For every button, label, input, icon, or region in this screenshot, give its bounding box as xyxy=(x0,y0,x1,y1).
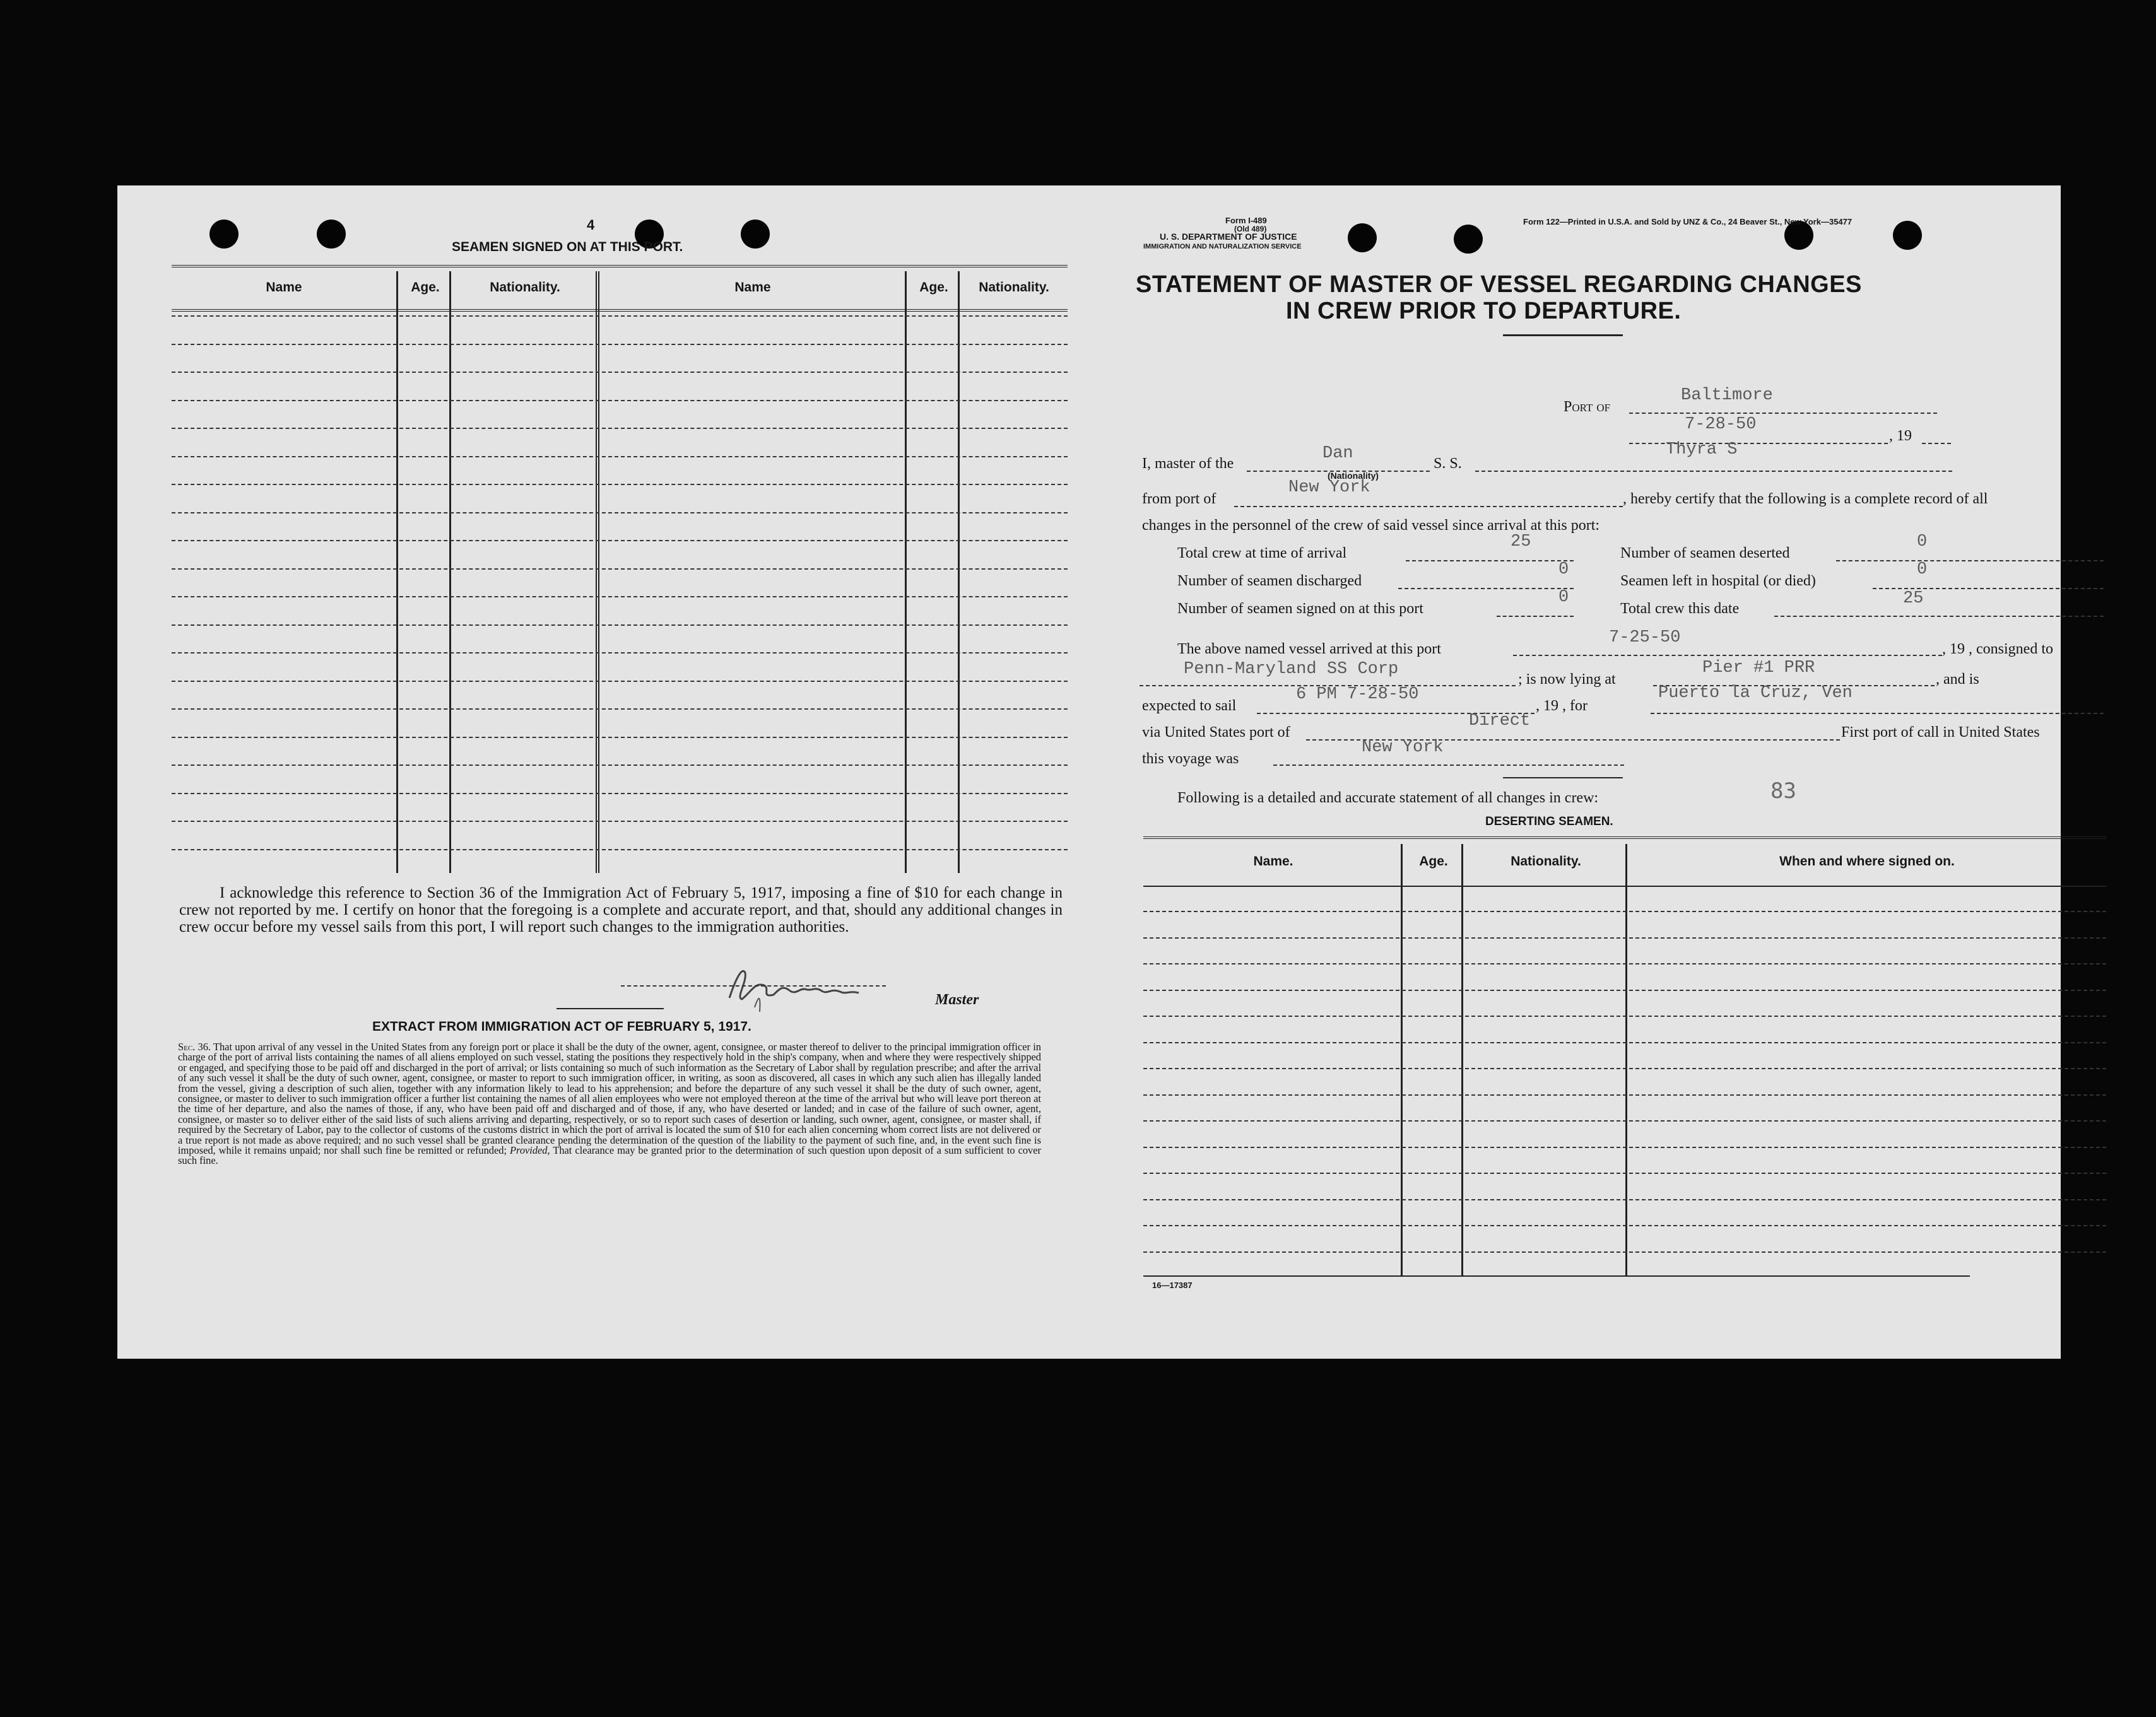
table-row xyxy=(1143,990,2106,991)
column-header: Name xyxy=(266,280,302,295)
master-label: Master xyxy=(935,992,979,1008)
table-row xyxy=(172,849,1068,850)
signature-short-rule xyxy=(557,1008,664,1009)
total-crew-arrival-line xyxy=(1406,560,1574,561)
signed-on-line xyxy=(1497,616,1574,617)
column-divider xyxy=(396,271,398,873)
table-row xyxy=(172,708,1068,710)
column-divider xyxy=(1461,844,1463,1275)
statement-title-1: STATEMENT OF MASTER OF VESSEL REGARDING CHANGES xyxy=(1136,271,1862,298)
deserting-top-rule xyxy=(1143,836,2106,839)
column-header: Age. xyxy=(1419,854,1448,869)
service-name: IMMIGRATION AND NATURALIZATION SERVICE xyxy=(1143,243,1302,250)
column-header: Age. xyxy=(411,280,440,295)
punch-hole xyxy=(1893,221,1922,250)
statement-title-2: IN CREW PRIOR TO DEPARTURE. xyxy=(1286,298,1682,324)
from-port-value: New York xyxy=(1288,478,1370,497)
ss-label: S. S. xyxy=(1434,455,1462,472)
printer-info: Form 122—Printed in U.S.A. and Sold by UNZ & Co., 24 Beaver St., New York—35477 xyxy=(1523,217,1853,226)
master-signature-line xyxy=(621,985,886,987)
form-sheet xyxy=(117,185,2061,1359)
date-year: , 19 xyxy=(1889,428,1912,444)
table-row xyxy=(172,456,1068,457)
lying-label: ; is now lying at xyxy=(1518,671,1616,688)
column-header: When and where signed on. xyxy=(1779,854,1955,869)
table-row xyxy=(172,765,1068,766)
discharged-line xyxy=(1398,588,1574,589)
table-row xyxy=(172,400,1068,401)
punch-hole xyxy=(1454,225,1483,254)
from-port-label: from port of xyxy=(1142,491,1216,507)
table-row xyxy=(1143,1199,2106,1200)
ship-name: Thyra S xyxy=(1666,440,1738,459)
certify-text: , hereby certify that the following is a complete record of all xyxy=(1623,491,1988,507)
table-row xyxy=(1143,1094,2106,1096)
voyage-rule xyxy=(1503,777,1623,778)
via-value: Direct xyxy=(1469,712,1531,730)
deserting-title: DESERTING SEAMEN. xyxy=(1485,815,1613,828)
total-crew-date-label: Total crew this date xyxy=(1620,601,1740,617)
voyage-value: New York xyxy=(1362,738,1444,757)
form-id: Form I-489 xyxy=(1225,216,1267,225)
consignee-value: Penn-Maryland SS Corp xyxy=(1184,660,1399,679)
table-row xyxy=(172,652,1068,653)
table-row xyxy=(172,568,1068,570)
table-row xyxy=(172,821,1068,822)
extract-text xyxy=(178,1042,1041,1166)
table-row xyxy=(1143,937,2106,939)
left-section-title: SEAMEN SIGNED ON AT THIS PORT. xyxy=(452,240,683,254)
table-row xyxy=(172,484,1068,485)
from-port-line xyxy=(1234,506,1623,507)
column-divider xyxy=(905,271,907,873)
column-divider xyxy=(596,271,599,873)
ship-line xyxy=(1475,471,1952,472)
consigned-label: , 19 , consigned to xyxy=(1942,641,2053,657)
port-of-value: Baltimore xyxy=(1681,386,1773,405)
column-header: Age. xyxy=(919,280,948,295)
column-divider xyxy=(449,271,451,873)
voyage-line xyxy=(1273,765,1624,766)
deserted-line xyxy=(1836,560,2104,561)
column-header: Name xyxy=(734,280,771,295)
page-number: 4 xyxy=(587,217,595,233)
column-header: Nationality. xyxy=(979,280,1049,295)
deserting-header-rule xyxy=(1143,886,2106,887)
changes-text: changes in the personnel of the crew of said vessel since arrival at this port: xyxy=(1142,517,1600,534)
discharged-label: Number of seamen discharged xyxy=(1177,573,1362,589)
date-value: 7-28-50 xyxy=(1685,415,1757,434)
signed-on-value: 0 xyxy=(1558,588,1569,607)
arrived-label: The above named vessel arrived at this port xyxy=(1177,641,1441,657)
table-row xyxy=(172,793,1068,794)
following-text: Following is a detailed and accurate statement of all changes in crew: xyxy=(1177,790,1599,806)
stamp-number: 83 xyxy=(1770,778,1796,804)
deserted-label: Number of seamen deserted xyxy=(1620,545,1790,561)
table-row xyxy=(1143,1016,2106,1017)
total-crew-date-line xyxy=(1774,616,2104,617)
and-is-label: , and is xyxy=(1936,671,1979,688)
table-row xyxy=(172,624,1068,626)
department-name: U. S. DEPARTMENT OF JUSTICE xyxy=(1160,231,1297,242)
via-label: via United States port of xyxy=(1142,724,1290,741)
table-row xyxy=(1143,1225,2106,1226)
table-row xyxy=(172,315,1068,317)
total-crew-arrival-value: 25 xyxy=(1511,532,1531,551)
extract-end: That clearance may be granted prior to the determination of such question upon deposit of a sum sufficient to cover such fine. xyxy=(178,1144,1041,1167)
left-header-rule xyxy=(172,309,1068,312)
table-row xyxy=(1143,1147,2106,1148)
year-line xyxy=(1922,443,1951,444)
voyage-label: this voyage was xyxy=(1142,751,1239,767)
first-port-label: First port of call in United States xyxy=(1841,724,2040,741)
left-table-rule xyxy=(172,265,1068,267)
expected-value: 6 PM 7-28-50 xyxy=(1296,685,1419,704)
table-row xyxy=(1143,963,2106,964)
hospital-value: 0 xyxy=(1917,560,1928,579)
table-row xyxy=(172,428,1068,429)
master-of-label: I, master of the xyxy=(1142,455,1234,472)
table-row xyxy=(172,596,1068,597)
table-row xyxy=(1143,1251,2106,1253)
extract-sec-label: Sec. 36. xyxy=(178,1041,211,1053)
signed-on-label: Number of seamen signed on at this port xyxy=(1177,601,1423,617)
port-of-label: Port of xyxy=(1564,399,1611,415)
column-divider xyxy=(1401,844,1403,1275)
table-row xyxy=(172,512,1068,513)
table-row xyxy=(172,681,1068,682)
acknowledgment-text: I acknowledge this reference to Section 36 of the Immigration Act of February 5, 1917, imposing a fine of $10 for each change in crew not reported by me. I certify on honor that the foregoing is a complete and accurate report, and that, should any additional changes in crew occur before my vessel sails from this port, I will report such changes to the immigration authorities. xyxy=(179,884,1063,935)
arrived-value: 7-25-50 xyxy=(1609,628,1681,647)
punch-hole xyxy=(317,220,346,249)
table-row xyxy=(1143,1173,2106,1174)
for-line xyxy=(1651,713,2104,714)
table-row xyxy=(172,372,1068,373)
table-row xyxy=(172,737,1068,738)
table-row xyxy=(1143,1068,2106,1069)
column-header: Nationality. xyxy=(490,280,560,295)
discharged-value: 0 xyxy=(1558,560,1569,579)
total-crew-arrival-label: Total crew at time of arrival xyxy=(1177,545,1347,561)
table-row xyxy=(1143,1120,2106,1122)
punch-hole xyxy=(1348,223,1377,252)
port-of-line xyxy=(1629,413,1937,414)
expected-label: expected to sail xyxy=(1142,698,1237,714)
hospital-label: Seamen left in hospital (or died) xyxy=(1620,573,1816,589)
column-divider xyxy=(1625,844,1627,1275)
table-row xyxy=(172,344,1068,345)
punch-hole xyxy=(741,220,770,249)
column-header: Nationality. xyxy=(1511,854,1581,869)
extract-title: EXTRACT FROM IMMIGRATION ACT OF FEBRUARY 5, 1917. xyxy=(372,1019,751,1034)
title-underline xyxy=(1503,334,1623,336)
for-value: Puerto la Cruz, Ven xyxy=(1658,684,1853,703)
nationality-caption: (Nationality) xyxy=(1328,471,1379,481)
nationality-value: Dan xyxy=(1322,444,1353,463)
deserted-value: 0 xyxy=(1917,532,1928,551)
punch-hole xyxy=(209,220,239,249)
extract-provided: Provided, xyxy=(510,1144,550,1157)
lying-value: Pier #1 PRR xyxy=(1702,659,1815,677)
table-row xyxy=(1143,911,2106,912)
for-label: , 19 , for xyxy=(1536,698,1588,714)
form-old: (Old 489) xyxy=(1234,225,1267,233)
total-crew-date-value: 25 xyxy=(1903,589,1924,608)
deserting-bottom-rule xyxy=(1143,1275,1970,1277)
footer-code: 16—17387 xyxy=(1152,1280,1193,1290)
column-divider xyxy=(958,271,960,873)
column-header: Name. xyxy=(1253,854,1293,869)
table-row xyxy=(1143,1042,2106,1043)
extract-body: That upon arrival of any vessel in the United States from any foreign port or place it shall be the duty of the owner, agent, consignee, or master thereof to deliver to the principal immigration officer in charge of the port of arrival lists containing the names of all aliens employed on such vessel, stating the positions they respectively hold in the ship's company, when and where they were respectively shipped or engaged, and specifying those to be paid off and discharged in the port of arrival; or lists containing so much of such information as the Secretary of Labor shall by regulation prescribe; and after the arrival of any such vessel it shall be the duty of such owner, agent, consignee, or master to report to such immigration officer, in writing, as soon as discovered, all cases in which any such alien has illegally landed from the vessel, giving a description of such alien, together with any information likely to lead to his apprehension; and before the departure of any such vessel it shall be the duty of such owner, agent, consignee, or master to deliver to such immigration officer a further list containing the names of all alien employees who were not employed thereon at the time of the arrival but who will leave port thereon at the time of her departure, and also the names of those, if any, who have been paid off and discharged and of those, if any, who have deserted or landed; and in case of the failure of such owner, agent, consignee, or master so to deliver either of the said lists of such aliens arriving and departing, respectively, or so to report such cases of desertion or landing, such owner, agent, consignee, or master shall, if required by the Secretary of Labor, pay to the collector of customs of the customs district in which the port of arrival is located the sum of $10 for each alien concerning whom correct lists are not delivered or a true report is not made as above required; and no such vessel shall be granted clearance pending the determination of the question of the liability to the payment of such fine, and, in the event such fine is imposed, while it remains unpaid; nor shall such fine be remitted or refunded; xyxy=(178,1041,1041,1157)
table-row xyxy=(172,540,1068,541)
arrived-line xyxy=(1513,655,1942,656)
